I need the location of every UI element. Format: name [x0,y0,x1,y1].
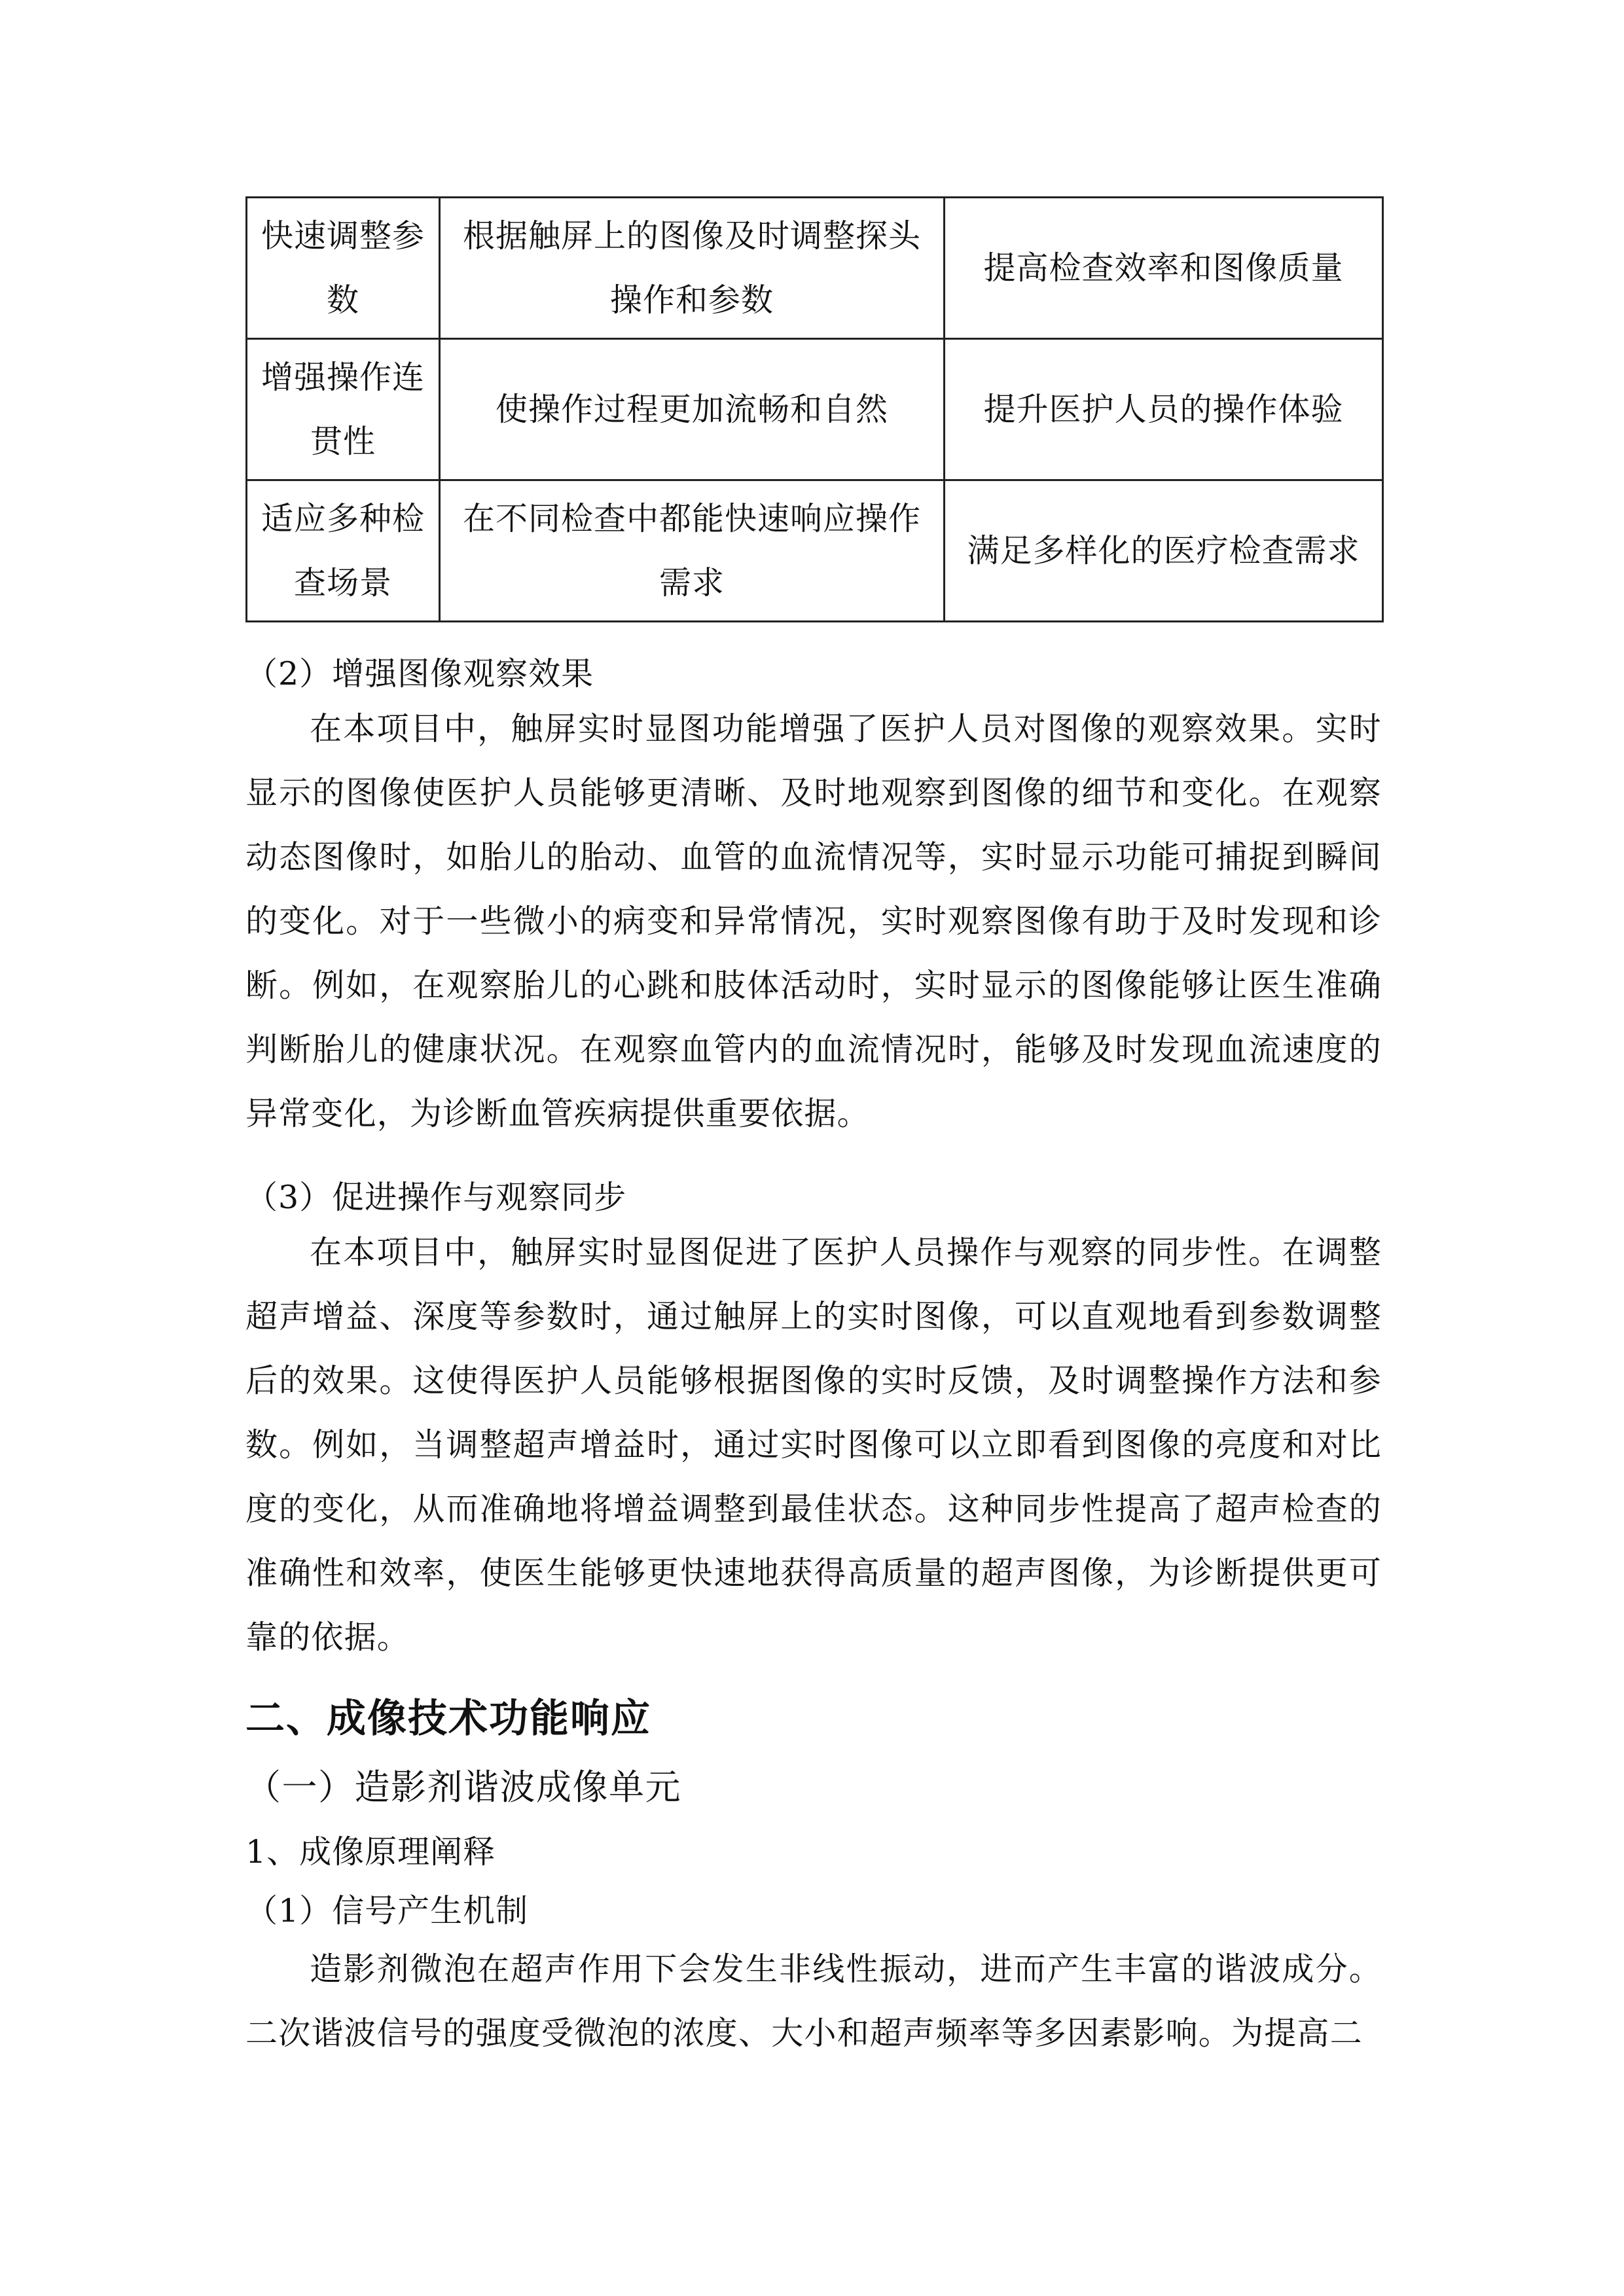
table-cell-benefit: 提升医护人员的操作体验 [945,339,1383,480]
chapter-title: 二、成像技术功能响应 [245,1696,651,1742]
section-heading-sync: （3）促进操作与观察同步 [245,1179,627,1216]
section-heading-observe: （2）增强图像观察效果 [245,655,594,692]
paragraph-text: 造影剂微泡在超声作用下会发生非线性振动，进而产生丰富的谐波成分。二次谐波信号的强度受微泡的浓度、大小和超声频率等多因素影响。为提高二 [245,1950,1382,2052]
feature-table [245,196,1384,622]
table-cell-description: 在不同检查中都能快速响应操作需求 [440,480,945,622]
paragraph-signal [245,1937,1382,2066]
section-title: （一）造影剂谐波成像单元 [245,1767,681,1808]
item-heading: （1）信号产生机制 [245,1892,529,1929]
table-row [247,198,1383,339]
subsection-title: 1、成像原理阐释 [245,1833,496,1871]
table-row [247,339,1383,480]
table-cell-feature: 快速调整参数 [247,198,440,339]
table-cell-description: 使操作过程更加流畅和自然 [440,339,945,480]
paragraph-sync [245,1221,1382,1670]
table-row [247,480,1383,622]
table-cell-description: 根据触屏上的图像及时调整探头操作和参数 [440,198,945,339]
table-cell-benefit: 提高检查效率和图像质量 [945,198,1383,339]
paragraph-observe [245,697,1382,1146]
paragraph-text: 在本项目中，触屏实时显图功能增强了医护人员对图像的观察效果。实时显示的图像使医护人员能够更清晰、及时地观察到图像的细节和变化。在观察动态图像时，如胎儿的胎动、血管的血流情况等，实时显示功能可捕捉到瞬间的变化。对于一些微小的病变和异常情况，实时观察图像有助于及时发现和诊断。例如，在观察胎儿的心跳和肢体活动时，实时显示的图像能够让医生准确判断胎儿的健康状况。在观察血管内的血流情况时，能够及时发现血流速度的异常变化，为诊断血管疾病提供重要依据。 [245,710,1382,1132]
table-cell-feature: 增强操作连贯性 [247,339,440,480]
table-cell-benefit: 满足多样化的医疗检查需求 [945,480,1383,622]
table-cell-feature: 适应多种检查场景 [247,480,440,622]
paragraph-text: 在本项目中，触屏实时显图促进了医护人员操作与观察的同步性。在调整超声增益、深度等参数时，通过触屏上的实时图像，可以直观地看到参数调整后的效果。这使得医护人员能够根据图像的实时反馈，及时调整操作方法和参数。例如，当调整超声增益时，通过实时图像可以立即看到图像的亮度和对比度的变化，从而准确地将增益调整到最佳状态。这种同步性提高了超声检查的准确性和效率，使医生能够更快速地获得高质量的超声图像，为诊断提供更可靠的依据。 [245,1234,1382,1656]
